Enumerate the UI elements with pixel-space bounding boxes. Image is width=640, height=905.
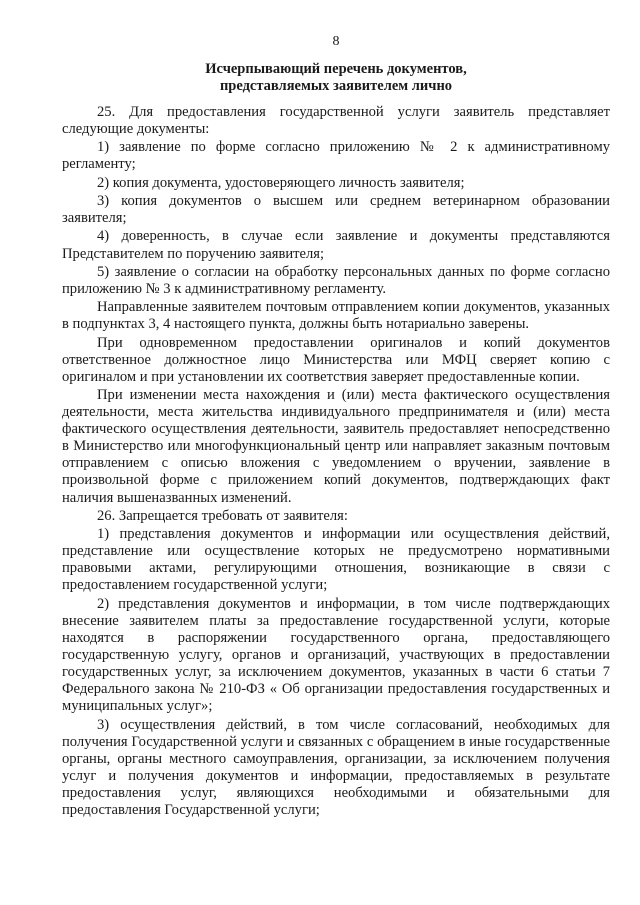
paragraph-25-intro: 25. Для предоставления государственной услуги заявитель представляет следующие документы: [62, 104, 610, 138]
section-heading-line-2: представляемых заявителем лично [219, 78, 453, 94]
page-number: 8 [332, 34, 340, 49]
paragraph-26-intro: 26. Запрещается требовать от заявителя: [97, 507, 348, 524]
paragraph-originals-check: При одновременном предоставлении оригиналов и копий документов ответственное должностное лицо Министерства или МФЦ сверяет копию с оригиналом и при установлении их соответствия заверяет предоставленные копии. [62, 334, 610, 385]
list-item-prohibition-1: 1) представления документов и информации или осуществления действий, представление или осуществление которых не предусмотрено нормативными правовыми актами, регулирующими отношения, возникающие в связи с предоставлением государственной услуги; [62, 526, 610, 594]
paragraph-notarized-copies: Направленные заявителем почтовым отправлением копии документов, указанных в подпунктах 3, 4 настоящего пункта, должны быть нотариально заверены. [62, 299, 610, 333]
document-body [62, 104, 610, 819]
section-heading-line-1: Исчерпывающий перечень документов, [205, 61, 467, 77]
list-item-data-consent: 5) заявление о согласии на обработку персональных данных по форме согласно приложению № 3 к административному регламенту. [62, 263, 610, 297]
list-item-power-of-attorney: 4) доверенность, в случае если заявление и документы представляются Представителем по поручению заявителя; [62, 228, 610, 262]
list-item-prohibition-3: 3) осуществления действий, в том числе согласований, необходимых для получения Государственной услуги и связанных с обращением в иные государственные органы, органы местного самоуправления, организации, за исключением получения услуг и получения документов и информации, предоставляемых в результате предоставления услуг, являющихся необходимыми и обязательными для предоставления Государственной услуги; [62, 716, 610, 818]
paragraph-location-change: При изменении места нахождения и (или) места фактического осуществления деятельности, места жительства индивидуального предпринимателя и (или) места фактического осуществления деятельности, заявитель предоставляет непосредственно в Министерство или многофункциональный центр или направляет заказным почтовым отправлением с описью вложения с уведомлением о вручении, заявление в произвольной форме с приложением копий документов, подтверждающих факт наличия вышеназванных изменений. [62, 387, 610, 506]
list-item-identity-copy: 2) копия документа, удостоверяющего личность заявителя; [97, 174, 465, 191]
list-item-education-copy: 3) копия документов о высшем или среднем ветеринарном образовании заявителя; [62, 193, 610, 227]
list-item-application-form: 1) заявление по форме согласно приложению № 2 к административному регламенту; [62, 139, 610, 173]
list-item-prohibition-2: 2) представления документов и информации, в том числе подтверждающих внесение заявителем платы за предоставление государственной услуги, которые находятся в распоряжении государственного органа, предоставляющего государственную услугу, органов и организаций, участвующих в предоставлении государственных услуг, за исключением документов, указанных в части 6 статьи 7 Федерального закона № 210-ФЗ « Об организации предоставления государственных и муниципальных услуг»; [62, 595, 610, 715]
section-heading [62, 61, 610, 95]
